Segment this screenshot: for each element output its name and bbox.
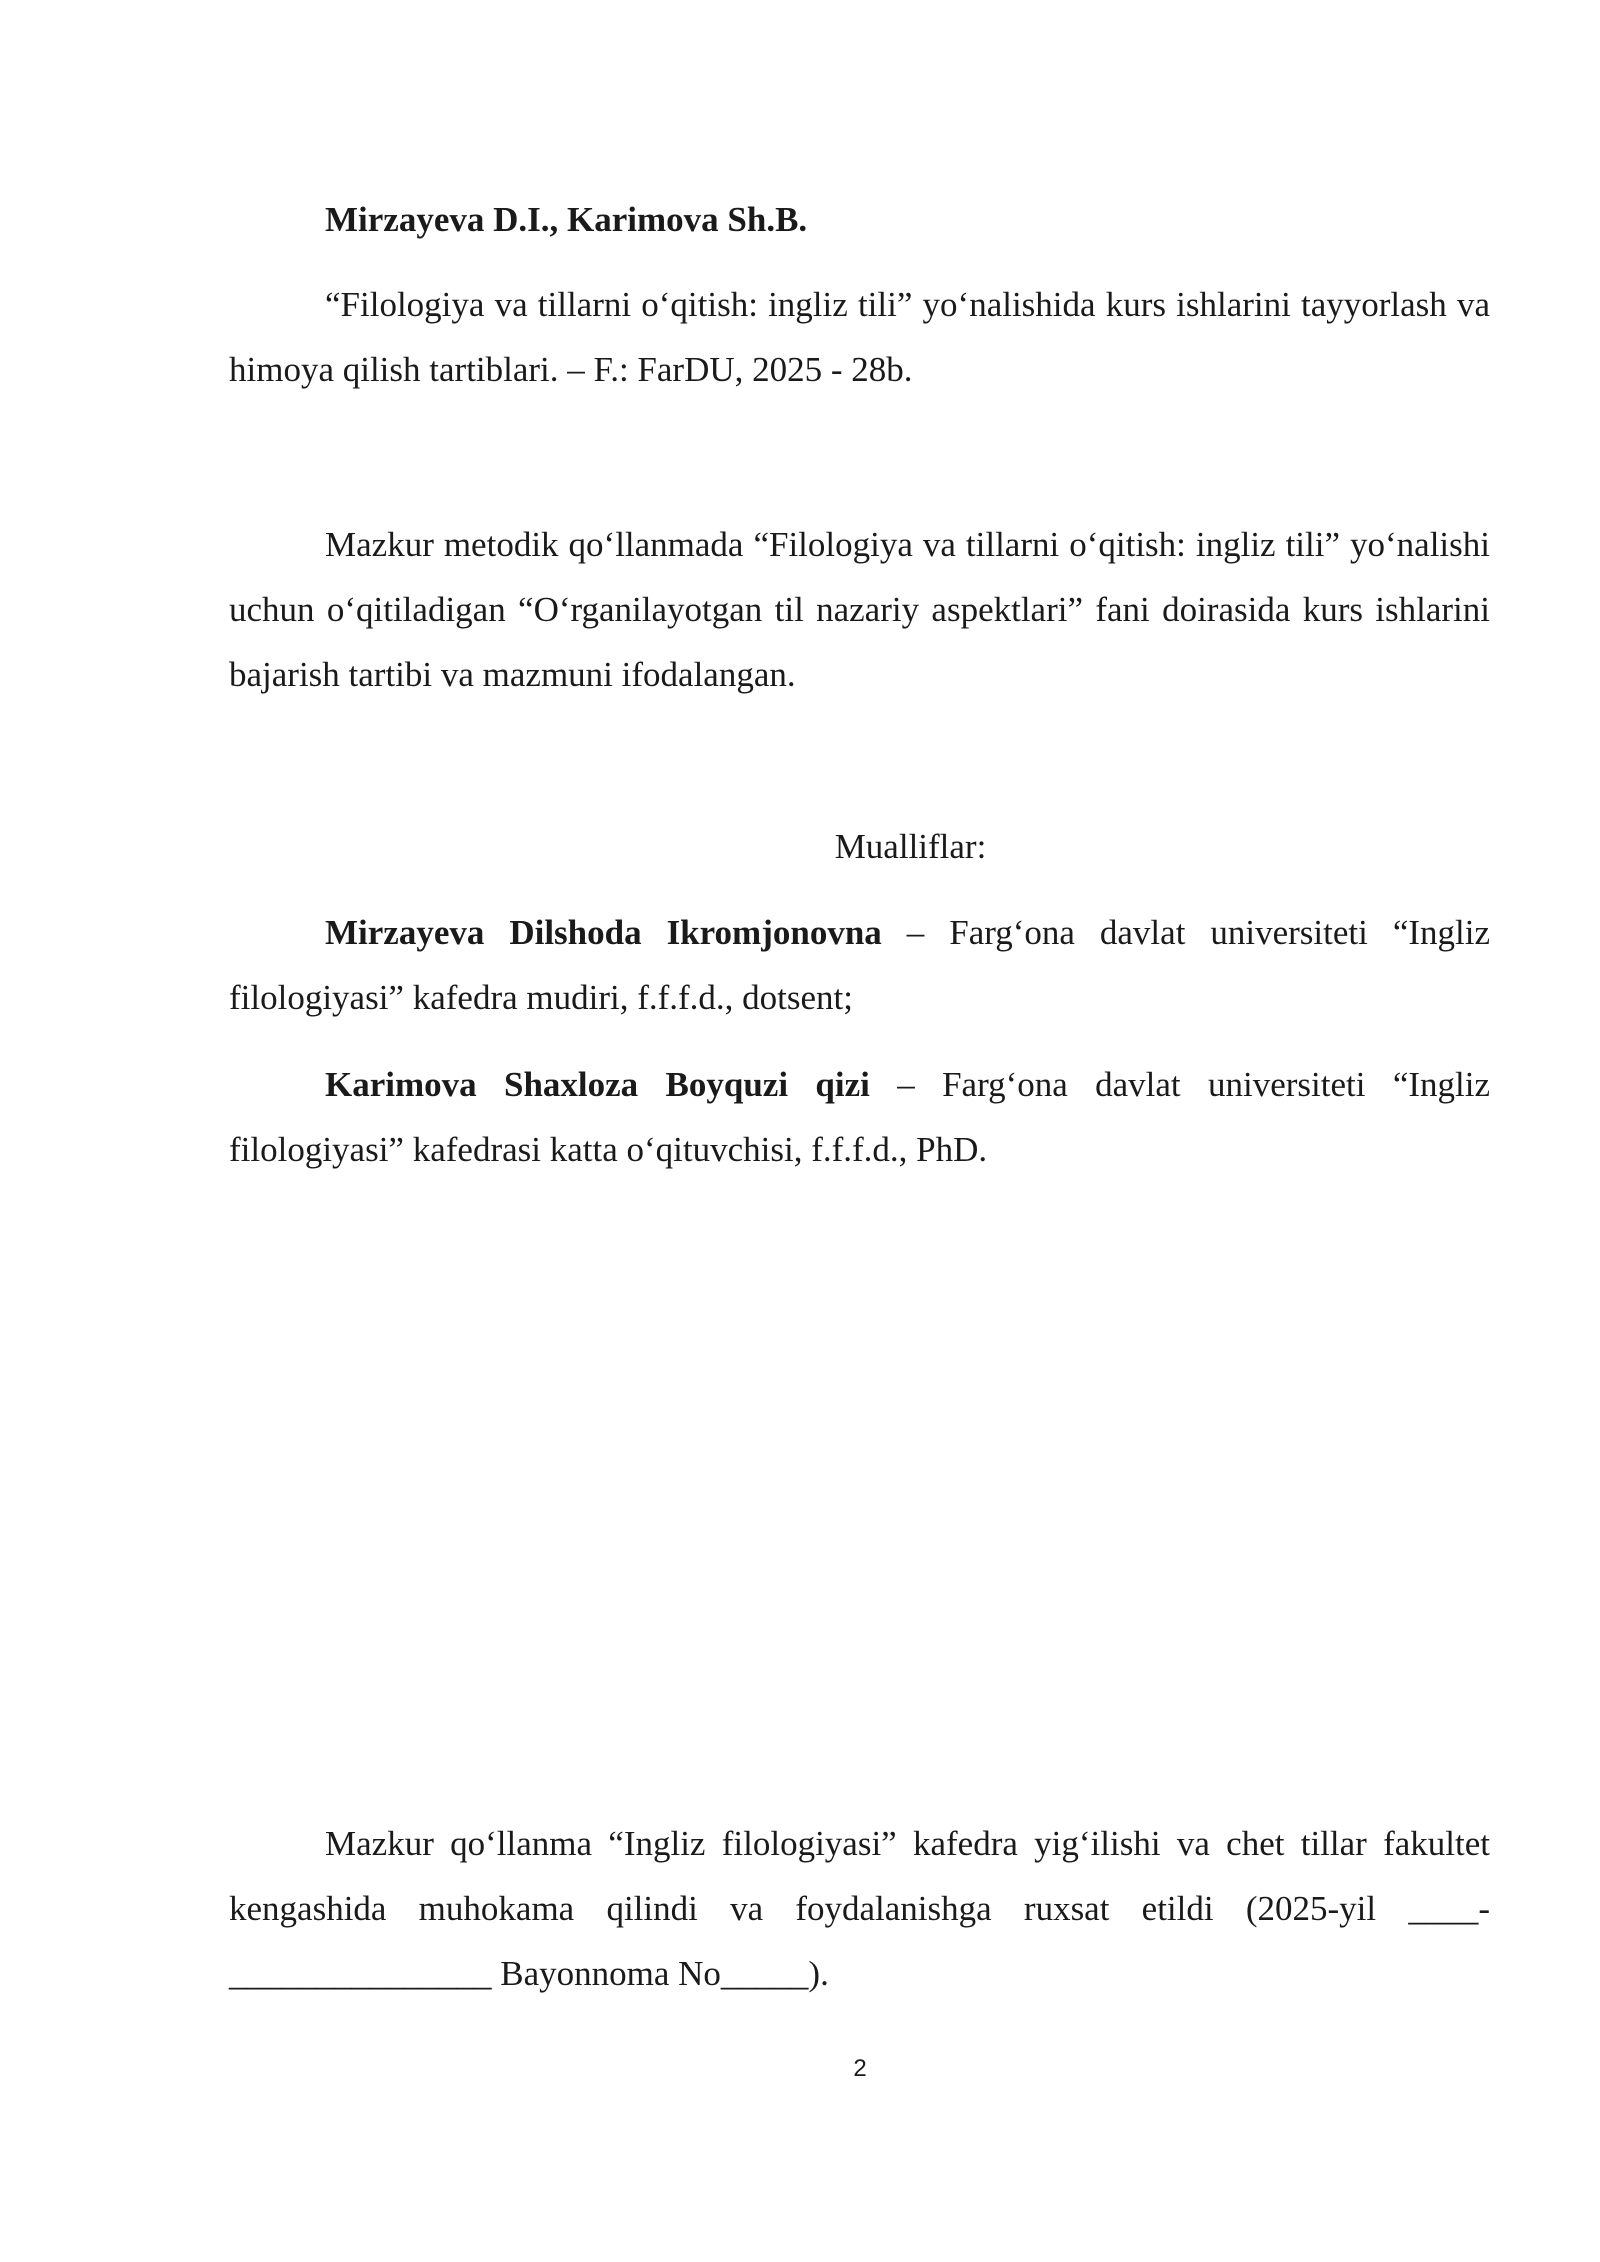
author-name-1: Mirzayeva Dilshoda Ikromjonovna [325,913,882,952]
author-entry-1 [229,900,1490,1030]
author-description-1: – Fargʻona davlat universiteti “Ingliz filologiyasi” kafedra mudiri, f.f.f.d., dotsent; [229,913,1490,1017]
author-entry-2 [229,1052,1490,1182]
abstract-paragraph: Mazkur metodik qoʻllanmada “Filologiya va tillarni oʻqitish: ingliz tili” yoʻnalishi uchun oʻqitiladigan “Oʻrganilayotgan til nazariy aspektlari” fani doirasida kurs ishlarini bajarish tartibi va mazmuni ifodalangan. [229,525,1490,694]
authors-short-line: Mirzayeva D.I., Karimova Sh.B. [325,200,808,239]
authors-heading: Mualliflar: [834,827,987,866]
page-number: 2 [853,2055,867,2082]
approval-paragraph: Mazkur qoʻllanma “Ingliz filologiyasi” kafedra yigʻilishi va chet tillar fakultet kengashida muhokama qilindi va foydalanishga ruxsat etildi (2025-yil ____-_______________ Bayonnoma No_____). [229,1824,1490,1993]
author-name-2: Karimova Shaxloza Boyquzi qizi [325,1065,870,1104]
author-description-2: – Fargʻona davlat universiteti “Ingliz filologiyasi” kafedrasi katta oʻqituvchisi, f.f.f.d., PhD. [229,1065,1491,1169]
citation-paragraph: “Filologiya va tillarni oʻqitish: ingliz tili” yoʻnalishida kurs ishlarini tayyorlash va himoya qilish tartiblari. – F.: FarDU, 2025 - 28b. [229,285,1490,389]
